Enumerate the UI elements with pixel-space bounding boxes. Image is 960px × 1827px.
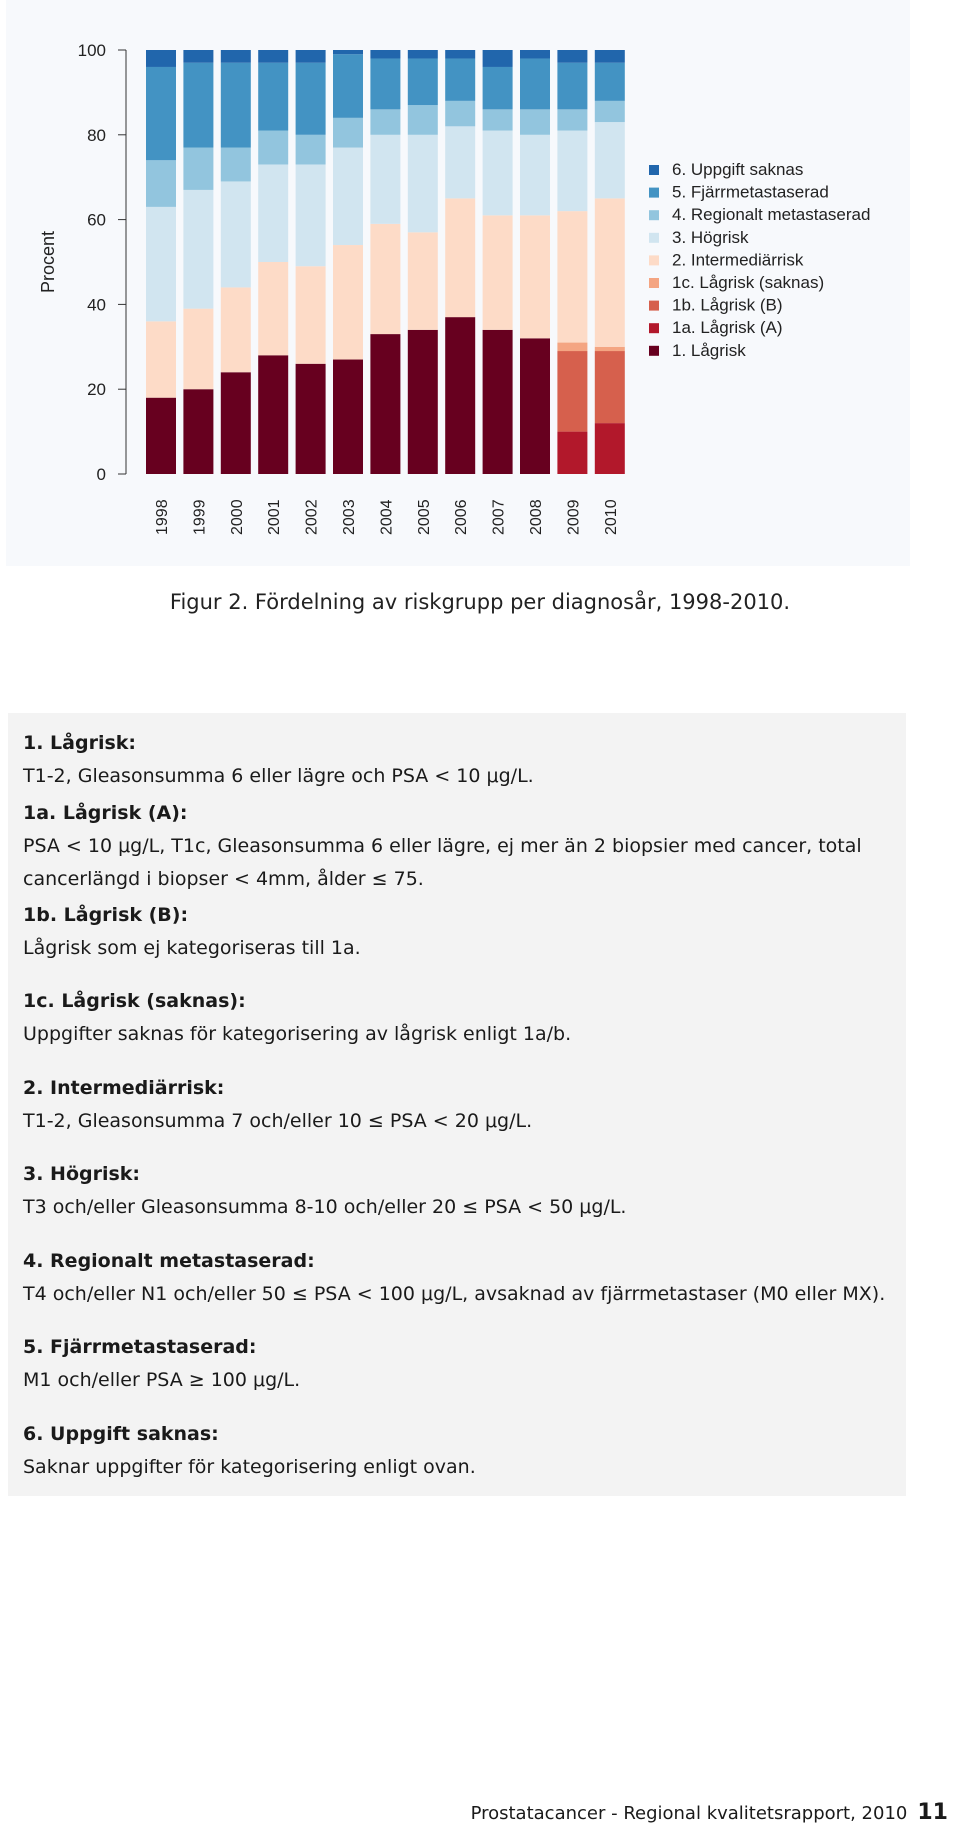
bar-segment — [221, 63, 251, 148]
definition-term: 6. Uppgift saknas: — [23, 1423, 219, 1445]
x-tick-label: 1998 — [154, 499, 171, 535]
bar-segment — [595, 63, 625, 101]
bar-segment — [483, 330, 513, 474]
bar-segment — [333, 50, 363, 54]
definition-description: T1-2, Gleasonsumma 7 och/eller 10 ≤ PSA < 20 μg/L. — [23, 1110, 533, 1132]
bar-segment — [595, 423, 625, 474]
bar-segment — [557, 109, 587, 130]
definition-item — [23, 1418, 893, 1484]
bar-segment — [408, 50, 438, 58]
definition-term: 1a. Lågrisk (A): — [23, 802, 188, 824]
bar-segment — [183, 190, 213, 309]
definition-description: Lågrisk som ej kategoriseras till 1a. — [23, 937, 361, 959]
x-tick-label: 2001 — [266, 499, 284, 535]
x-tick-label: 2008 — [528, 499, 545, 535]
legend-swatch — [649, 278, 659, 288]
bar-segment — [595, 122, 625, 198]
definition-term: 5. Fjärrmetastaserad: — [23, 1336, 257, 1358]
legend-label: 1a. Lågrisk (A) — [672, 318, 783, 338]
y-tick-label: 80 — [87, 125, 106, 145]
bar-segment — [595, 101, 625, 122]
bar-segment — [520, 135, 550, 216]
legend-swatch — [649, 188, 659, 198]
bar-segment — [146, 321, 176, 397]
bar-segment — [445, 58, 475, 100]
legend-label: 6. Uppgift saknas — [672, 160, 804, 179]
definition-term: 4. Regionalt metastaserad: — [23, 1250, 315, 1272]
bar-segment — [557, 343, 587, 351]
legend-label: 1b. Lågrisk (B) — [672, 295, 783, 315]
legend-label: 2. Intermediärrisk — [672, 250, 804, 270]
x-tick-label: 2006 — [453, 499, 471, 535]
legend-label: 4. Regionalt metastaserad — [672, 205, 871, 225]
x-tick-label: 2009 — [565, 499, 583, 535]
x-tick-label: 1999 — [191, 499, 209, 535]
bar-segment — [183, 63, 213, 148]
bar-segment — [333, 118, 363, 148]
definition-description: PSA < 10 μg/L, T1c, Gleasonsumma 6 eller lägre, ej mer än 2 biopsier med cancer, total cancerlängd i biopser < 4mm, ålder ≤ 75. — [23, 835, 862, 890]
bar-segment — [595, 198, 625, 346]
bar-segment — [370, 50, 400, 58]
bar-segment — [520, 50, 550, 58]
bar-segment — [258, 164, 288, 262]
bar-segment — [183, 389, 213, 474]
legend-swatch — [649, 255, 659, 265]
bar-segment — [146, 398, 176, 474]
definition-term: 1c. Lågrisk (saknas): — [23, 990, 246, 1012]
legend-swatch — [649, 346, 659, 356]
y-axis-label: Procent — [38, 230, 58, 294]
definition-description: T1-2, Gleasonsumma 6 eller lägre och PSA < 10 μg/L. — [23, 765, 534, 787]
bar-segment — [333, 245, 363, 359]
definition-item — [23, 1331, 893, 1397]
definition-item — [23, 985, 893, 1051]
bar-segment — [483, 109, 513, 130]
bar-segment — [183, 50, 213, 63]
bar-segment — [520, 109, 550, 134]
bar-segment — [445, 317, 475, 474]
bar-segment — [445, 101, 475, 126]
definition-item — [23, 1072, 893, 1138]
y-tick-label: 60 — [87, 210, 106, 230]
legend-swatch — [649, 301, 659, 311]
bar-segment — [296, 164, 326, 266]
x-tick-label: 2004 — [378, 499, 396, 535]
definition-description: M1 och/eller PSA ≥ 100 μg/L. — [23, 1369, 301, 1391]
bar-segment — [445, 50, 475, 58]
bar-segment — [557, 50, 587, 63]
bar-segment — [221, 148, 251, 182]
bar-segment — [483, 67, 513, 109]
legend-swatch — [649, 233, 659, 243]
bar-segment — [183, 148, 213, 190]
legend-label: 1. Lågrisk — [672, 340, 746, 360]
legend-label: 5. Fjärrmetastaserad — [672, 182, 829, 202]
definitions-panel — [8, 713, 906, 1496]
legend-label: 1c. Lågrisk (saknas) — [672, 273, 825, 292]
x-tick-label: 2000 — [228, 499, 246, 535]
definition-item — [23, 797, 893, 896]
bar-segment — [146, 67, 176, 160]
y-tick-label: 40 — [87, 295, 106, 315]
bar-segment — [333, 360, 363, 474]
bar-segment — [483, 215, 513, 329]
bar-segment — [557, 63, 587, 110]
definition-description: T3 och/eller Gleasonsumma 8-10 och/eller 20 ≤ PSA < 50 μg/L. — [23, 1196, 627, 1218]
page-number: 11 — [917, 1800, 948, 1825]
definition-description: T4 och/eller N1 och/eller 50 ≤ PSA < 100 μg/L, avsaknad av fjärrmetastaser (M0 eller MX). — [23, 1283, 886, 1305]
bar-segment — [221, 372, 251, 474]
legend-swatch — [649, 323, 659, 333]
bar-segment — [557, 432, 587, 474]
definition-description: Saknar uppgifter för kategorisering enligt ovan. — [23, 1456, 476, 1478]
bar-segment — [445, 198, 475, 317]
bar-segment — [258, 262, 288, 355]
x-tick-label: 2005 — [415, 499, 433, 535]
bar-segment — [146, 207, 176, 321]
figure-caption: Figur 2. Fördelning av riskgrupp per diagnosår, 1998-2010. — [169, 590, 791, 614]
footer-title: Prostatacancer - Regional kvalitetsrapport, 2010 — [470, 1803, 908, 1824]
definition-item — [23, 727, 893, 793]
bar-segment — [333, 148, 363, 246]
bar-segment — [408, 58, 438, 105]
bar-segment — [296, 50, 326, 63]
bar-segment — [146, 50, 176, 67]
bar-segment — [221, 50, 251, 63]
bar-segment — [296, 63, 326, 135]
legend-label: 3. Högrisk — [672, 227, 749, 247]
bar-segment — [557, 131, 587, 212]
stacked-bar-chart — [6, 0, 910, 566]
bar-segment — [258, 131, 288, 165]
definition-term: 1. Lågrisk: — [23, 732, 137, 754]
bar-segment — [408, 330, 438, 474]
bar-segment — [258, 63, 288, 131]
definition-item — [23, 899, 893, 965]
x-tick-label: 2002 — [303, 499, 321, 535]
bar-segment — [370, 58, 400, 109]
bar-segment — [595, 347, 625, 351]
bar-segment — [445, 126, 475, 198]
definition-term: 1b. Lågrisk (B): — [23, 904, 189, 926]
y-tick-label: 0 — [96, 465, 106, 484]
definition-description: Uppgifter saknas för kategorisering av lågrisk enligt 1a/b. — [23, 1023, 572, 1045]
bar-segment — [595, 50, 625, 63]
bar-segment — [146, 160, 176, 207]
definition-item — [23, 1158, 893, 1224]
bar-segment — [520, 338, 550, 474]
bar-segment — [520, 58, 550, 109]
bar-segment — [258, 50, 288, 63]
bar-segment — [296, 364, 326, 474]
bar-segment — [296, 135, 326, 165]
definition-term: 3. Högrisk: — [23, 1163, 141, 1185]
bar-segment — [370, 224, 400, 334]
bar-segment — [408, 105, 438, 135]
bar-segment — [595, 351, 625, 423]
legend-swatch — [649, 165, 659, 175]
bar-segment — [296, 266, 326, 364]
bar-segment — [183, 309, 213, 390]
chart-panel — [6, 0, 910, 566]
definition-term: 2. Intermediärrisk: — [23, 1077, 225, 1099]
bar-segment — [221, 181, 251, 287]
x-tick-label: 2003 — [341, 499, 358, 535]
bar-segment — [333, 54, 363, 118]
page-footer — [471, 1800, 948, 1825]
bar-segment — [408, 135, 438, 233]
definition-item — [23, 1245, 893, 1311]
bar-segment — [221, 287, 251, 372]
bar-segment — [483, 131, 513, 216]
bar-segment — [557, 211, 587, 342]
y-tick-label: 100 — [77, 41, 106, 60]
bar-segment — [258, 355, 288, 474]
bar-segment — [370, 135, 400, 224]
legend-swatch — [649, 210, 659, 220]
x-tick-label: 2007 — [490, 499, 508, 535]
bar-segment — [520, 215, 550, 338]
y-tick-label: 20 — [87, 380, 106, 400]
bar-segment — [370, 334, 400, 474]
bar-segment — [408, 232, 438, 330]
bar-segment — [370, 109, 400, 134]
x-tick-label: 2010 — [602, 499, 620, 535]
bar-segment — [483, 50, 513, 67]
bar-segment — [557, 351, 587, 432]
